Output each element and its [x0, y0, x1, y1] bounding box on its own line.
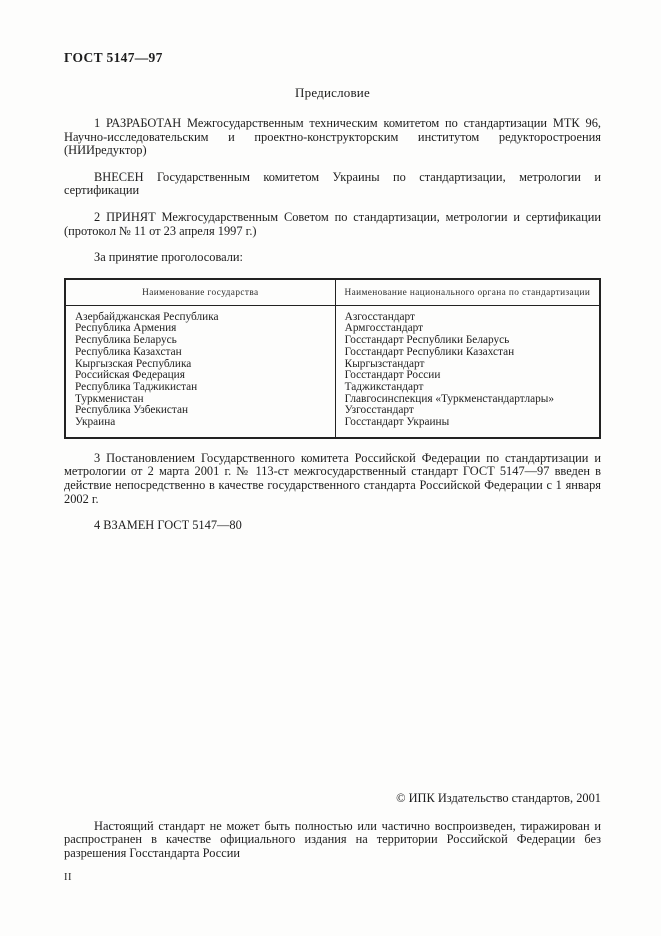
page-number: II: [64, 871, 72, 883]
table-row: [65, 405, 600, 417]
org-name-cell: Узгосстандарт: [335, 405, 600, 417]
table-header-row: [65, 279, 600, 306]
vote-table: [64, 278, 601, 439]
table-row: [65, 305, 600, 323]
header-org-name: Наименование национального органа по стандартизации: [335, 279, 600, 306]
vote-table-header: [65, 279, 600, 306]
state-name-cell: Республика Беларусь: [75, 335, 177, 347]
state-name-cell: Азербайджанская Республика: [75, 310, 219, 323]
state-name-cell: Республика Казахстан: [75, 346, 182, 358]
state-name-cell: Украина: [75, 417, 116, 429]
org-name-cell: Армгосстандарт: [335, 323, 600, 335]
org-name-cell: Таджикстандарт: [335, 382, 600, 394]
state-name-cell: Кыргызская Республика: [75, 358, 192, 370]
table-row: [65, 359, 600, 371]
copyright-line: © ИПК Издательство стандартов, 2001: [396, 790, 601, 805]
paragraph-replaces: 4 ВЗАМЕН ГОСТ 5147—80: [94, 518, 242, 533]
paragraph-enacted: 3 Постановлением Государственного комитета Российской Федерации по стандартизации и метрологии от 2 марта 2001 г. № 113-ст межгосударственный стандарт ГОСТ 5147—97 введен в действие непосредственно в качестве государственного стандарта Российской Федерации с 1 января 2002 г.: [64, 450, 601, 506]
paragraph-submitted: ВНЕСЕН Государственным комитетом Украины по стандартизации, метрологии и сертификации: [64, 169, 601, 198]
state-name-cell: Российская Федерация: [75, 370, 185, 382]
doc-code: ГОСТ 5147—97: [64, 50, 163, 65]
table-row: [65, 394, 600, 406]
org-name-cell: Кыргызстандарт: [335, 359, 600, 371]
table-row: [65, 335, 600, 347]
org-name-cell: Госстандарт Республики Беларусь: [335, 335, 600, 347]
org-name-cell: Главгосинспекция «Туркменстандартлары»: [335, 394, 600, 406]
state-name-cell: Республика Узбекистан: [75, 405, 189, 417]
org-name-cell: Госстандарт России: [335, 370, 600, 382]
table-row: [65, 382, 600, 394]
org-name-cell: Госстандарт Республики Казахстан: [335, 347, 600, 359]
org-name-cell: Госстандарт Украины: [335, 417, 600, 438]
table-row: [65, 417, 600, 438]
table-row: [65, 323, 600, 335]
footer-note: Настоящий стандарт не может быть полностью или частично воспроизведен, тиражирован и распространен в качестве официального издания на территории Российской Федерации без разрешения Госстандарта России: [64, 818, 601, 860]
paragraph-adopted: 2 ПРИНЯТ Межгосударственным Советом по стандартизации, метрологии и сертификации (протокол № 11 от 23 апреля 1997 г.): [64, 209, 601, 238]
paragraph-developed: 1 РАЗРАБОТАН Межгосударственным техническим комитетом по стандартизации МТК 96, Научно-исследовательским и проектно-конструкторским институтом редукторостроения (НИИредуктор): [64, 116, 601, 158]
page-title: Предисловие: [295, 85, 370, 100]
table-row: [65, 347, 600, 359]
vote-table-body: [65, 305, 600, 438]
table-row: [65, 370, 600, 382]
paragraph-vote-intro: За принятие проголосовали:: [94, 250, 243, 265]
state-name-cell: Республика Армения: [75, 323, 177, 335]
state-name-cell: Туркменистан: [75, 393, 144, 405]
state-name-cell: Республика Таджикистан: [75, 381, 198, 393]
header-state-name: Наименование государства: [65, 279, 335, 306]
org-name-cell: Азгосстандарт: [335, 305, 600, 323]
